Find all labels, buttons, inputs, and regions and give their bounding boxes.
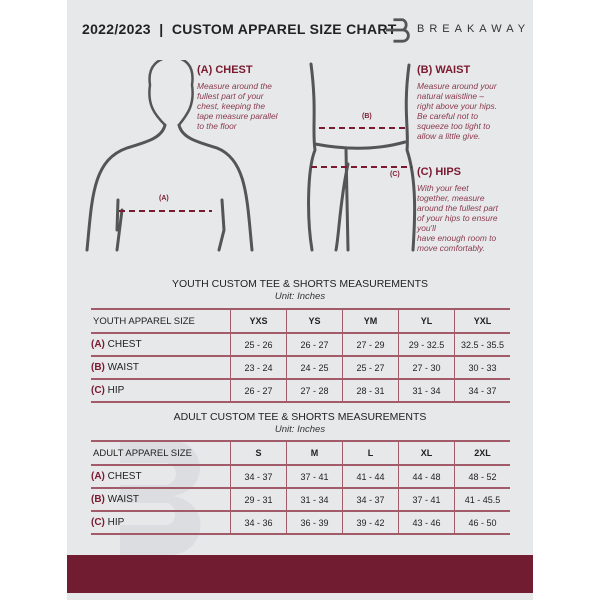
line: have enough room to bbox=[417, 233, 497, 243]
hips-marker: (C) bbox=[390, 171, 400, 178]
waist-heading: (B) WAIST bbox=[417, 64, 471, 76]
chest-marker: (A) bbox=[159, 195, 169, 202]
row-key: (C) bbox=[91, 517, 105, 528]
size-header: YL bbox=[399, 309, 455, 333]
measurement-cell: 34 - 37 bbox=[455, 379, 511, 402]
row-name: HIP bbox=[107, 385, 125, 396]
row-key: (A) bbox=[91, 471, 105, 482]
table-row bbox=[91, 333, 510, 356]
chest-heading: (A) CHEST bbox=[197, 64, 253, 76]
line: squeeze too tight to bbox=[417, 121, 491, 131]
row-name: CHEST bbox=[107, 339, 142, 350]
line: Measure around the bbox=[197, 81, 272, 91]
measurement-cell: 26 - 27 bbox=[287, 333, 343, 356]
size-header: YXS bbox=[231, 309, 287, 333]
row-key: (A) bbox=[91, 339, 105, 350]
line: chest, keeping the bbox=[197, 101, 265, 111]
chest-guide bbox=[197, 64, 278, 131]
hips-heading: (C) HIPS bbox=[417, 166, 461, 178]
measurement-cell: 26 - 27 bbox=[231, 379, 287, 402]
line: With your feet bbox=[417, 183, 469, 193]
breakaway-logo-icon bbox=[386, 17, 414, 43]
line: tape measure parallel bbox=[197, 111, 278, 121]
measurement-cell: 34 - 37 bbox=[343, 488, 399, 511]
measurement-cell: 27 - 28 bbox=[287, 379, 343, 402]
line: fullest part of your bbox=[197, 91, 264, 101]
line: Measure around your bbox=[417, 81, 497, 91]
header-label: YOUTH APPAREL SIZE bbox=[91, 309, 231, 333]
measurement-cell: 24 - 25 bbox=[287, 356, 343, 379]
size-header: YM bbox=[343, 309, 399, 333]
waist-guide bbox=[417, 64, 497, 141]
table-row bbox=[91, 511, 510, 534]
measurement-cell: 27 - 30 bbox=[399, 356, 455, 379]
size-header: YXL bbox=[455, 309, 511, 333]
measurement-cell: 34 - 36 bbox=[231, 511, 287, 534]
adult-size-table bbox=[91, 440, 510, 535]
line: to the floor bbox=[197, 121, 237, 131]
youth-table-title: YOUTH CUSTOM TEE & SHORTS MEASUREMENTS bbox=[171, 278, 429, 290]
size-header: L bbox=[343, 441, 399, 465]
measurement-cell: 37 - 41 bbox=[287, 465, 343, 488]
measurement-cell: 48 - 52 bbox=[455, 465, 511, 488]
hips-guide bbox=[417, 166, 498, 253]
measurement-cell: 44 - 48 bbox=[399, 465, 455, 488]
brand-name: BREAKAWAY bbox=[417, 23, 531, 35]
header-row bbox=[91, 441, 510, 465]
measurement-cell: 41 - 44 bbox=[343, 465, 399, 488]
row-label bbox=[91, 356, 231, 379]
size-header: 2XL bbox=[455, 441, 511, 465]
line: move comfortably. bbox=[417, 243, 485, 253]
measurement-cell: 32.5 - 35.5 bbox=[455, 333, 511, 356]
measurement-cell: 31 - 34 bbox=[287, 488, 343, 511]
measurement-cell: 39 - 42 bbox=[343, 511, 399, 534]
row-name: WAIST bbox=[107, 494, 139, 505]
table-row bbox=[91, 356, 510, 379]
waist-marker: (B) bbox=[362, 113, 372, 120]
measurement-cell: 37 - 41 bbox=[399, 488, 455, 511]
table-row bbox=[91, 488, 510, 511]
measurement-cell: 46 - 50 bbox=[455, 511, 511, 534]
line: natural waistline – bbox=[417, 91, 485, 101]
measurement-cell: 34 - 37 bbox=[231, 465, 287, 488]
row-label bbox=[91, 488, 231, 511]
row-key: (C) bbox=[91, 385, 105, 396]
size-header: S bbox=[231, 441, 287, 465]
measurement-cell: 28 - 31 bbox=[343, 379, 399, 402]
measurement-cell: 29 - 31 bbox=[231, 488, 287, 511]
size-header: XL bbox=[399, 441, 455, 465]
line: together, measure bbox=[417, 193, 485, 203]
adult-table-title: ADULT CUSTOM TEE & SHORTS MEASUREMENTS bbox=[173, 411, 427, 423]
line: right above your hips. bbox=[417, 101, 498, 111]
chest-instructions bbox=[197, 81, 278, 131]
measurement-cell: 29 - 32.5 bbox=[399, 333, 455, 356]
line: you'll bbox=[417, 223, 436, 233]
table-row bbox=[91, 379, 510, 402]
youth-size-table bbox=[91, 308, 510, 403]
row-label bbox=[91, 379, 231, 402]
size-header: YS bbox=[287, 309, 343, 333]
adult-unit: Unit: Inches bbox=[274, 424, 326, 435]
line: around the fullest part bbox=[417, 203, 499, 213]
row-name: HIP bbox=[107, 517, 125, 528]
measurement-cell: 27 - 29 bbox=[343, 333, 399, 356]
measurement-cell: 23 - 24 bbox=[231, 356, 287, 379]
measurement-cell: 25 - 27 bbox=[343, 356, 399, 379]
row-name: CHEST bbox=[107, 471, 142, 482]
row-label bbox=[91, 333, 231, 356]
line: of your hips to ensure bbox=[417, 213, 498, 223]
page-title: 2022/2023 | CUSTOM APPAREL SIZE CHART bbox=[82, 21, 397, 37]
line: allow a little give. bbox=[417, 131, 481, 141]
measurement-cell: 31 - 34 bbox=[399, 379, 455, 402]
row-label bbox=[91, 511, 231, 534]
measurement-cell: 36 - 39 bbox=[287, 511, 343, 534]
footer-band bbox=[67, 555, 533, 593]
measurement-cell: 41 - 45.5 bbox=[455, 488, 511, 511]
measurement-cell: 30 - 33 bbox=[455, 356, 511, 379]
size-header: M bbox=[287, 441, 343, 465]
header-row bbox=[91, 309, 510, 333]
measurement-cell: 25 - 26 bbox=[231, 333, 287, 356]
measurement-cell: 43 - 46 bbox=[399, 511, 455, 534]
waist-instructions bbox=[417, 81, 497, 141]
row-name: WAIST bbox=[107, 362, 139, 373]
header-label: ADULT APPAREL SIZE bbox=[91, 441, 231, 465]
hips-instructions bbox=[417, 183, 498, 253]
row-label bbox=[91, 465, 231, 488]
table-row bbox=[91, 465, 510, 488]
row-key: (B) bbox=[91, 362, 105, 373]
row-key: (B) bbox=[91, 494, 105, 505]
youth-unit: Unit: Inches bbox=[274, 291, 326, 302]
line: Be careful not to bbox=[417, 111, 478, 121]
